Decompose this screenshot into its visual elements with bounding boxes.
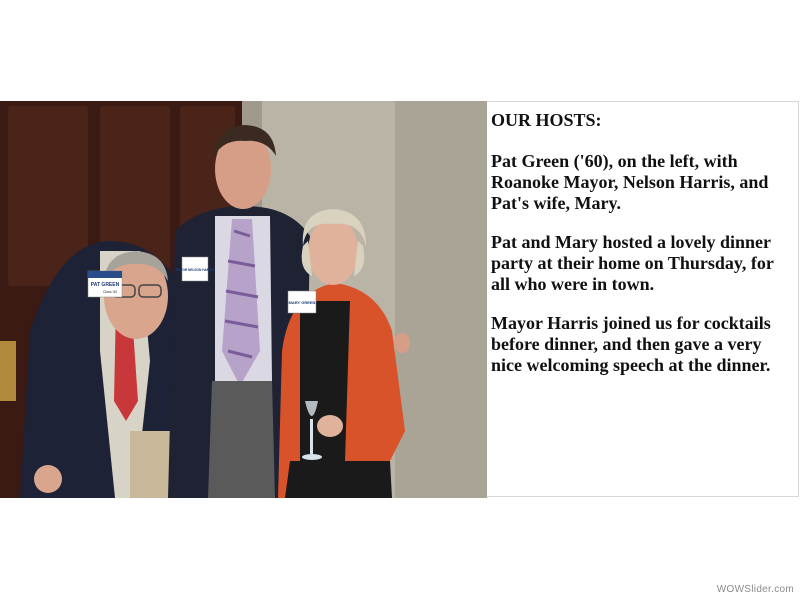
name-tag-left: PAT GREEN: [90, 282, 120, 288]
group-photo: [0, 101, 487, 498]
slide: [0, 101, 800, 498]
caption-panel: [487, 101, 799, 497]
name-tag-middle: MAYOR NELSON HARRIS: [175, 268, 215, 272]
caption-heading: OUR HOSTS:: [491, 110, 602, 130]
photo-illustration: [0, 101, 487, 498]
caption-paragraph-1: Pat Green ('60), on the left, with Roanoke Mayor, Nelson Harris, and Pat's wife, Mary.: [491, 151, 769, 213]
watermark-link[interactable]: WOWSlider.com: [716, 584, 794, 595]
name-tag-right: MARY GREEN: [288, 300, 316, 305]
name-tag-left-sub: Class '60: [102, 290, 118, 294]
caption-paragraph-3: Mayor Harris joined us for cocktails before dinner, and then gave a very nice welcoming speech at the dinner.: [491, 313, 771, 375]
caption-paragraph-2: Pat and Mary hosted a lovely dinner party at their home on Thursday, for all who were in town.: [491, 232, 774, 294]
